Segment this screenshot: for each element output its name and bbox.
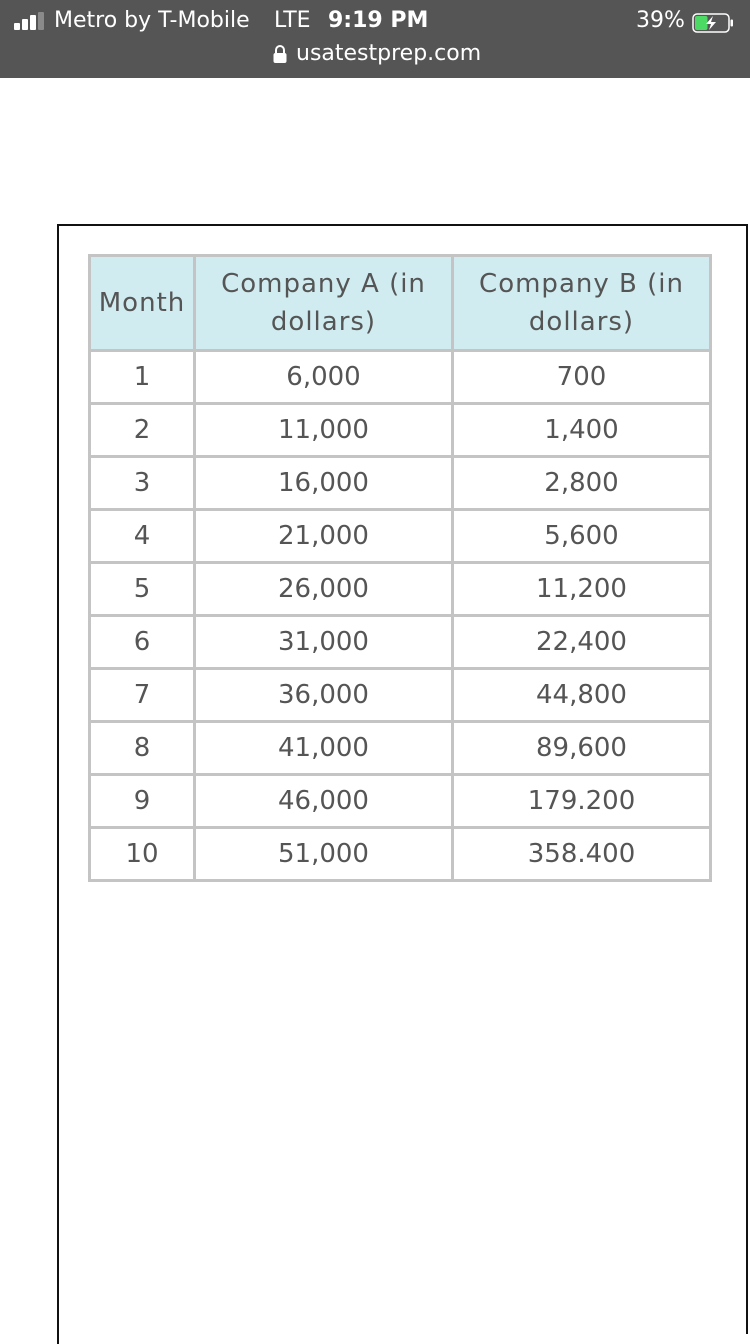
table-row xyxy=(90,404,711,457)
carrier-name: Metro by T-Mobile xyxy=(54,8,250,33)
cell-company-b: 11,200 xyxy=(453,563,711,616)
cell-month: 8 xyxy=(90,722,195,775)
table-row xyxy=(90,616,711,669)
lock-icon xyxy=(272,44,288,64)
address-bar[interactable] xyxy=(0,38,750,72)
column-header-month: Month xyxy=(90,256,195,351)
cell-company-a: 31,000 xyxy=(195,616,453,669)
url-text[interactable]: usatestprep.com xyxy=(296,41,482,66)
cell-company-b: 2,800 xyxy=(453,457,711,510)
cell-company-b: 358.400 xyxy=(453,828,711,881)
cell-company-a: 21,000 xyxy=(195,510,453,563)
data-table xyxy=(88,254,712,882)
cell-company-a: 41,000 xyxy=(195,722,453,775)
cell-company-b: 5,600 xyxy=(453,510,711,563)
table-row xyxy=(90,457,711,510)
cell-month: 5 xyxy=(90,563,195,616)
battery-percent: 39% xyxy=(636,8,685,33)
cell-company-a: 51,000 xyxy=(195,828,453,881)
status-row xyxy=(0,4,750,38)
status-bar xyxy=(0,0,750,78)
cell-company-a: 11,000 xyxy=(195,404,453,457)
cell-company-a: 16,000 xyxy=(195,457,453,510)
cell-month: 4 xyxy=(90,510,195,563)
table-row xyxy=(90,775,711,828)
clock-time: 9:19 PM xyxy=(328,8,429,33)
signal-strength-icon xyxy=(14,12,48,30)
cell-company-a: 6,000 xyxy=(195,351,453,404)
cell-company-b: 89,600 xyxy=(453,722,711,775)
cell-company-a: 36,000 xyxy=(195,669,453,722)
cell-company-b: 44,800 xyxy=(453,669,711,722)
network-type: LTE xyxy=(274,8,311,33)
table-row xyxy=(90,351,711,404)
cell-company-a: 46,000 xyxy=(195,775,453,828)
table-row xyxy=(90,828,711,881)
table-row xyxy=(90,669,711,722)
column-header-company-b: Company B (in dollars) xyxy=(453,256,711,351)
cell-month: 7 xyxy=(90,669,195,722)
table-row xyxy=(90,722,711,775)
battery-charging-icon xyxy=(692,13,734,33)
table-row xyxy=(90,563,711,616)
content-frame-right-edge xyxy=(746,224,748,1334)
cell-month: 1 xyxy=(90,351,195,404)
cell-company-b: 700 xyxy=(453,351,711,404)
cell-company-b: 1,400 xyxy=(453,404,711,457)
table-header-row xyxy=(90,256,711,351)
cell-month: 6 xyxy=(90,616,195,669)
cell-month: 3 xyxy=(90,457,195,510)
column-header-company-a: Company A (in dollars) xyxy=(195,256,453,351)
cell-month: 2 xyxy=(90,404,195,457)
cell-month: 9 xyxy=(90,775,195,828)
cell-month: 10 xyxy=(90,828,195,881)
cell-company-b: 22,400 xyxy=(453,616,711,669)
cell-company-a: 26,000 xyxy=(195,563,453,616)
cell-company-b: 179.200 xyxy=(453,775,711,828)
table-row xyxy=(90,510,711,563)
